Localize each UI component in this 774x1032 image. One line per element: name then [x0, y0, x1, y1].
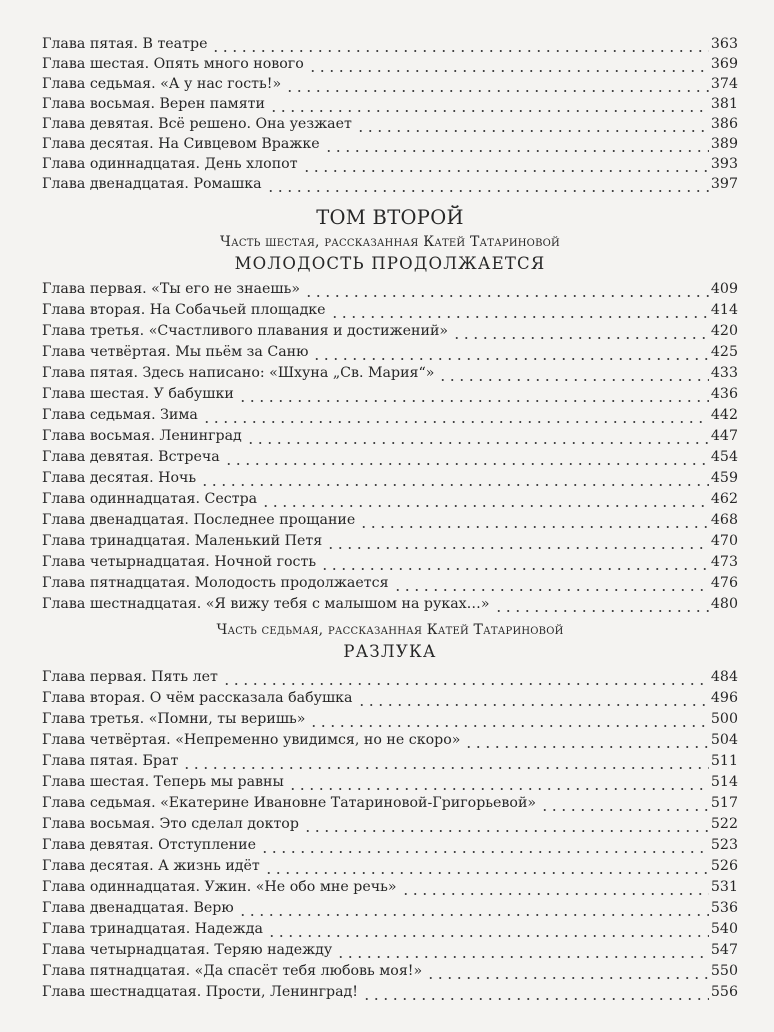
leader-dots: [438, 363, 708, 383]
leader-dots: [452, 321, 709, 341]
leader-dots: [464, 730, 708, 750]
page-number: 409: [710, 281, 738, 297]
page-number: 363: [710, 36, 738, 52]
page-number: 393: [710, 156, 738, 172]
chapter-title: Глава седьмая. «Екатерине Ивановне Татариновой-Григорьевой»: [42, 795, 537, 811]
toc-entry: [42, 154, 738, 174]
leader-dots: [426, 961, 709, 981]
page-number: 547: [710, 942, 738, 958]
chapter-title: Глава десятая. Ночь: [42, 470, 197, 486]
page-number: 511: [710, 753, 738, 769]
chapter-title: Глава девятая. Отступление: [42, 837, 256, 853]
leader-dots: [211, 34, 708, 54]
toc-entry: [42, 384, 738, 404]
volume-title: ТОМ ВТОРОЙ: [316, 206, 464, 229]
part-subtitle: Часть седьмая, рассказанная Катей Татариновой: [216, 622, 564, 638]
chapter-title: Глава пятнадцатая. «Да спасёт тебя любовь моя!»: [42, 963, 423, 979]
toc-entry: [42, 447, 738, 467]
toc-entry: [42, 940, 738, 960]
page-number: 447: [710, 428, 738, 444]
toc-entry: [42, 489, 738, 509]
leader-dots: [312, 342, 708, 362]
page-number: 442: [710, 407, 738, 423]
leader-dots: [261, 489, 709, 509]
leader-dots: [269, 94, 709, 114]
toc-entry: [42, 877, 738, 897]
page-number: 374: [710, 76, 738, 92]
leader-dots: [285, 74, 709, 94]
page-number: 540: [710, 921, 738, 937]
chapter-title: Глава четвёртая. «Непременно увидимся, но не скоро»: [42, 732, 461, 748]
chapter-title: Глава десятая. А жизнь идёт: [42, 858, 260, 874]
chapter-title: Глава седьмая. «А у нас гость!»: [42, 76, 282, 92]
leader-dots: [267, 919, 709, 939]
chapter-title: Глава одиннадцатая. Ужин. «Не обо мне речь»: [42, 879, 397, 895]
toc-entry: [42, 552, 738, 572]
page-number: 381: [710, 96, 738, 112]
chapter-title: Глава восьмая. Верен памяти: [42, 96, 265, 112]
toc-entry: [42, 730, 738, 750]
leader-dots: [320, 552, 709, 572]
page-number: 414: [710, 302, 738, 318]
chapter-title: Глава четвёртая. Мы пьём за Саню: [42, 344, 309, 360]
page-number: 462: [710, 491, 738, 507]
toc-entry: [42, 342, 738, 362]
leader-dots: [356, 114, 709, 134]
page-number: 550: [710, 963, 738, 979]
page-number: 397: [710, 176, 738, 192]
page-number: 531: [710, 879, 738, 895]
toc-entry: [42, 814, 738, 834]
page-number: 386: [710, 116, 738, 132]
chapter-title: Глава двенадцатая. Верю: [42, 900, 234, 916]
leader-dots: [238, 898, 709, 918]
page-number: 484: [710, 669, 738, 685]
leader-dots: [362, 982, 709, 1002]
toc-entry: [42, 898, 738, 918]
toc-entry: [42, 961, 738, 981]
chapter-title: Глава шестая. Опять много нового: [42, 56, 304, 72]
chapter-title: Глава тринадцатая. Маленький Петя: [42, 533, 323, 549]
chapter-title: Глава четырнадцатая. Ночной гость: [42, 554, 317, 570]
toc-entry: [42, 919, 738, 939]
leader-dots: [494, 594, 709, 614]
page-number: 522: [710, 816, 738, 832]
chapter-title: Глава пятая. В театре: [42, 36, 208, 52]
chapter-title: Глава одиннадцатая. Сестра: [42, 491, 258, 507]
toc-entry: [42, 300, 738, 320]
leader-dots: [309, 709, 708, 729]
page-number: 459: [710, 470, 738, 486]
chapter-title: Глава девятая. Встреча: [42, 449, 220, 465]
page-number: 556: [710, 984, 738, 1000]
leader-dots: [246, 426, 709, 446]
chapter-title: Глава пятнадцатая. Молодость продолжается: [42, 575, 389, 591]
page-number: 420: [710, 323, 738, 339]
toc-entry: [42, 793, 738, 813]
page-number: 536: [710, 900, 738, 916]
leader-dots: [330, 300, 709, 320]
toc-entry: [42, 405, 738, 425]
leader-dots: [393, 573, 709, 593]
chapter-title: Глава тринадцатая. Надежда: [42, 921, 263, 937]
chapter-title: Глава четырнадцатая. Теряю надежду: [42, 942, 333, 958]
page-number: 496: [710, 690, 738, 706]
page-number: 526: [710, 858, 738, 874]
chapter-title: Глава восьмая. Ленинград: [42, 428, 242, 444]
chapter-title: Глава восьмая. Это сделал доктор: [42, 816, 299, 832]
leader-dots: [200, 468, 709, 488]
page-number: 514: [710, 774, 738, 790]
chapter-title: Глава двенадцатая. Последнее прощание: [42, 512, 356, 528]
leader-dots: [288, 772, 709, 792]
chapter-title: Глава шестая. У бабушки: [42, 386, 234, 402]
leader-dots: [401, 877, 709, 897]
leader-dots: [238, 384, 709, 404]
toc-entry: [42, 709, 738, 729]
toc-entry: [42, 174, 738, 194]
page-number: 504: [710, 732, 738, 748]
page-number: 468: [710, 512, 738, 528]
leader-dots: [357, 688, 709, 708]
chapter-title: Глава первая. Пять лет: [42, 669, 218, 685]
page-number: 433: [710, 365, 738, 381]
leader-dots: [266, 174, 709, 194]
leader-dots: [303, 814, 709, 834]
chapter-title: Глава пятая. Здесь написано: «Шхуна „Св. Мария“»: [42, 365, 435, 381]
toc-entry: [42, 667, 738, 687]
page-number: 369: [710, 56, 738, 72]
leader-dots: [202, 405, 709, 425]
chapter-title: Глава третья. «Помни, ты веришь»: [42, 711, 306, 727]
toc-entry: [42, 321, 738, 341]
toc-entry: [42, 594, 738, 614]
part-title: МОЛОДОСТЬ ПРОДОЛЖАЕТСЯ: [234, 254, 546, 273]
page-number: 436: [710, 386, 738, 402]
chapter-title: Глава шестая. Теперь мы равны: [42, 774, 284, 790]
toc-entry: [42, 363, 738, 383]
leader-dots: [308, 54, 709, 74]
leader-dots: [302, 154, 709, 174]
page-number: 425: [710, 344, 738, 360]
chapter-title: Глава двенадцатая. Ромашка: [42, 176, 262, 192]
toc-entry: [42, 531, 738, 551]
chapter-title: Глава вторая. О чём рассказала бабушка: [42, 690, 353, 706]
leader-dots: [264, 856, 709, 876]
toc-entry: [42, 510, 738, 530]
page-number: 454: [710, 449, 738, 465]
page-number: 470: [710, 533, 738, 549]
toc-entry: [42, 114, 738, 134]
toc-entry: [42, 573, 738, 593]
leader-dots: [359, 510, 709, 530]
chapter-title: Глава седьмая. Зима: [42, 407, 198, 423]
leader-dots: [304, 279, 709, 299]
leader-dots: [336, 940, 709, 960]
page-number: 480: [710, 596, 738, 612]
part-title: РАЗЛУКА: [343, 642, 437, 661]
chapter-title: Глава десятая. На Сивцевом Вражке: [42, 136, 320, 152]
toc-entry: [42, 426, 738, 446]
toc-entry: [42, 279, 738, 299]
page-number: 523: [710, 837, 738, 853]
toc-entry: [42, 751, 738, 771]
toc-entry: [42, 134, 738, 154]
page-number: 473: [710, 554, 738, 570]
page-number: 500: [710, 711, 738, 727]
chapter-title: Глава девятая. Всё решено. Она уезжает: [42, 116, 352, 132]
chapter-title: Глава третья. «Счастливого плавания и достижений»: [42, 323, 449, 339]
leader-dots: [182, 751, 709, 771]
leader-dots: [324, 134, 709, 154]
page-number: 476: [710, 575, 738, 591]
toc-entry: [42, 94, 738, 114]
page-number: 389: [710, 136, 738, 152]
part-subtitle: Часть шестая, рассказанная Катей Татариновой: [220, 234, 560, 250]
leader-dots: [222, 667, 709, 687]
chapter-title: Глава пятая. Брат: [42, 753, 179, 769]
chapter-title: Глава вторая. На Собачьей площадке: [42, 302, 326, 318]
leader-dots: [540, 793, 709, 813]
toc-entry: [42, 856, 738, 876]
chapter-title: Глава шестнадцатая. «Я вижу тебя с малышом на руках…»: [42, 596, 490, 612]
page-number: 517: [710, 795, 738, 811]
chapter-title: Глава шестнадцатая. Прости, Ленинград!: [42, 984, 358, 1000]
toc-entry: [42, 468, 738, 488]
toc-entry: [42, 982, 738, 1002]
leader-dots: [224, 447, 709, 467]
toc-entry: [42, 34, 738, 54]
toc-entry: [42, 688, 738, 708]
toc-entry: [42, 772, 738, 792]
toc-entry: [42, 835, 738, 855]
toc-entry: [42, 54, 738, 74]
leader-dots: [326, 531, 709, 551]
chapter-title: Глава первая. «Ты его не знаешь»: [42, 281, 301, 297]
leader-dots: [260, 835, 709, 855]
chapter-title: Глава одиннадцатая. День хлопот: [42, 156, 298, 172]
toc-entry: [42, 74, 738, 94]
